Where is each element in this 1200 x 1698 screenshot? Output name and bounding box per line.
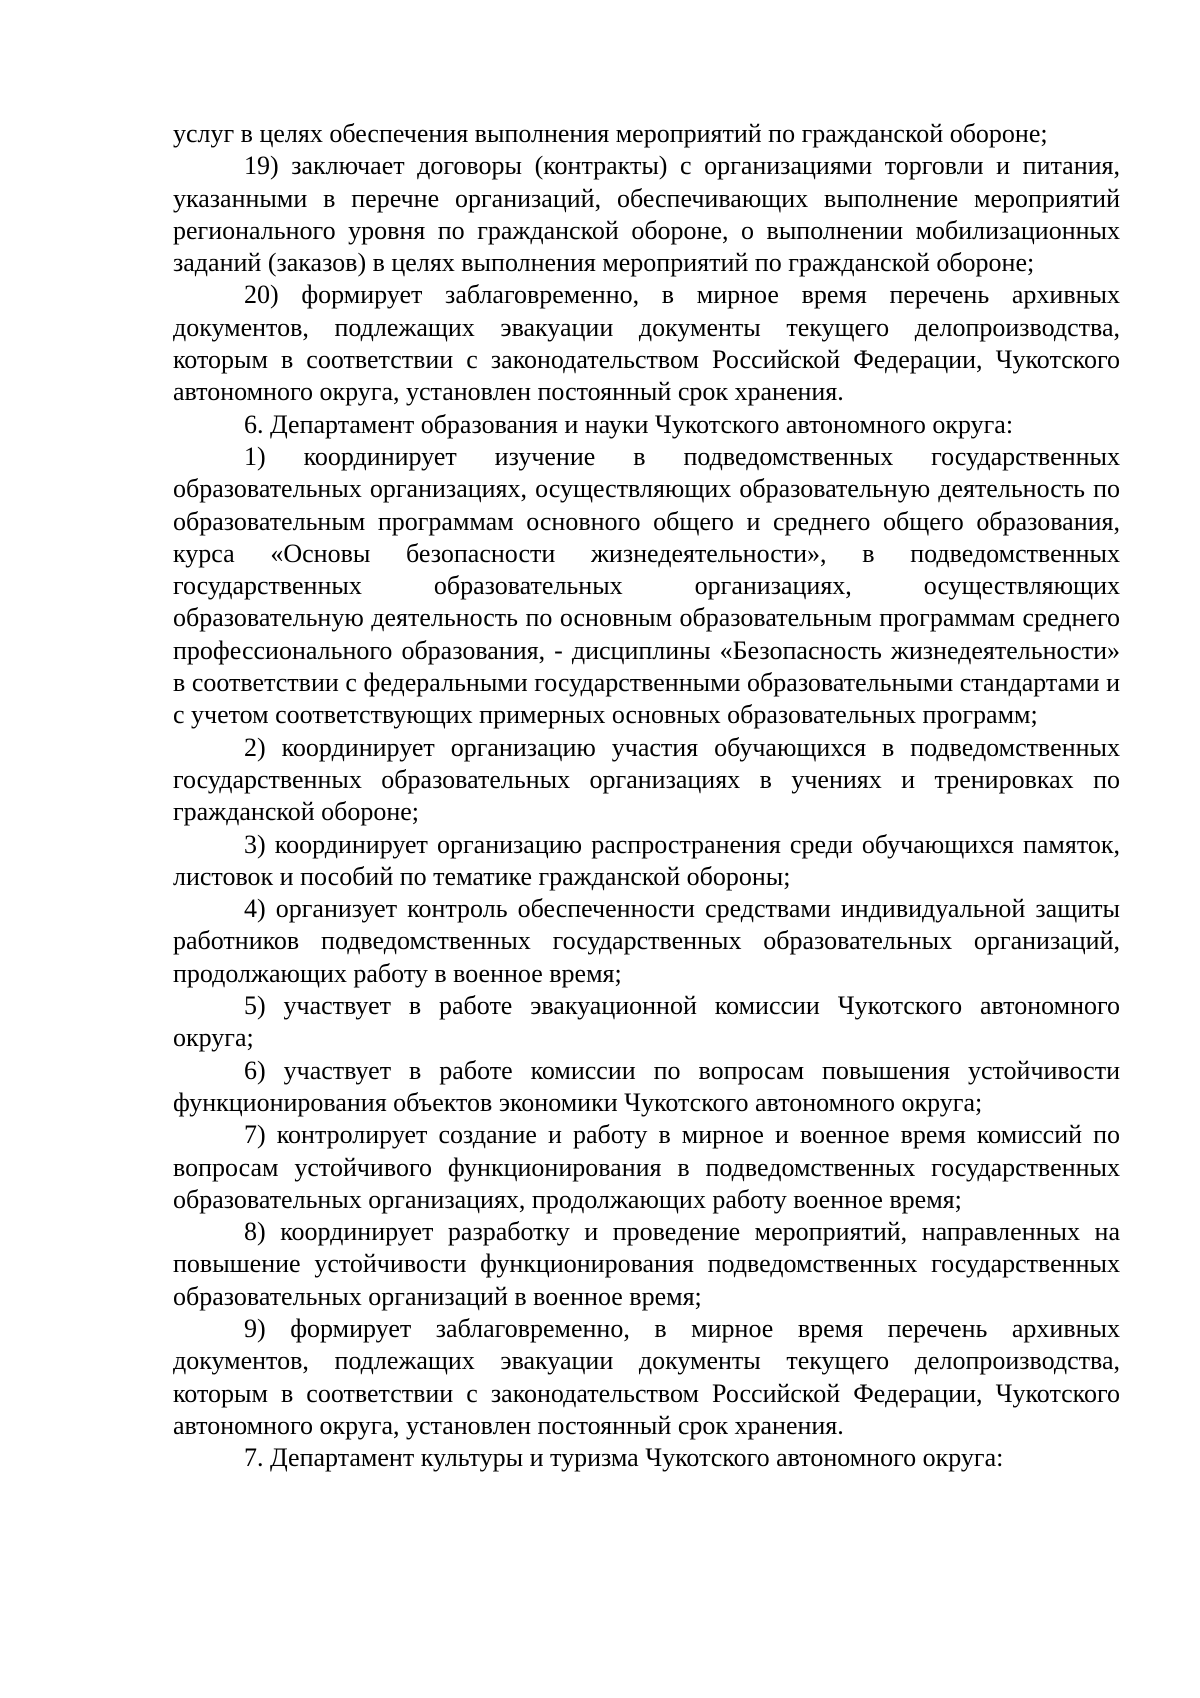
- paragraph-1: услуг в целях обеспечения выполнения мероприятий по гражданской обороне;: [173, 119, 1048, 148]
- paragraph-14: 7. Департамент культуры и туризма Чукотского автономного округа:: [244, 1443, 1004, 1473]
- document-page: [173, 118, 1120, 1474]
- paragraph-5: 1) координирует изучение в подведомственных государственных образовательных организациях, осуществляющих образовательную деятельность по образовательным программам основного общего и среднего общего образования, курса «Основы безопасности жизнедеятельности», в подведомственных государственных образовательных организациях, осуществляющих образовательную деятельность по основным образовательным программам среднего профессионального образования, - дисциплины «Безопасность жизнедеятельности» в соответствии с федеральными государственными образовательными стандартами и с учетом соответствующих примерных основных образовательных программ;: [173, 441, 1120, 730]
- paragraph-2: 19) заключает договоры (контракты) с организациями торговли и питания, указанными в перечне организаций, обеспечивающих выполнение мероприятий регионального уровня по гражданской обороне, о выполнении мобилизационных заданий (заказов) в целях выполнения мероприятий по гражданской обороне;: [173, 151, 1120, 278]
- paragraph-10: 6) участвует в работе комиссии по вопросам повышения устойчивости функционирования объектов экономики Чукотского автономного округа;: [173, 1055, 1120, 1117]
- paragraph-11: 7) контролирует создание и работу в мирное и военное время комиссий по вопросам устойчивого функционирования в подведомственных государственных образовательных организациях, продолжающих работу военное время;: [173, 1120, 1120, 1214]
- paragraph-4: 6. Департамент образования и науки Чукотского автономного округа:: [244, 409, 1014, 439]
- paragraph-9: 5) участвует в работе эвакуационной комиссии Чукотского автономного округа;: [173, 991, 1120, 1053]
- paragraph-6: 2) координирует организацию участия обучающихся в подведомственных государственных образовательных организациях в учениях и тренировках по гражданской обороне;: [173, 732, 1120, 827]
- paragraph-3: 20) формирует заблаговременно, в мирное время перечень архивных документов, подлежащих эвакуации документы текущего делопроизводства, которым в соответствии с законодательством Российской Федерации, Чукотского автономного округа, установлен постоянный срок хранения.: [173, 280, 1120, 407]
- paragraph-12: 8) координирует разработку и проведение мероприятий, направленных на повышение устойчивости функционирования подведомственных государственных образовательных организаций в военное время;: [173, 1217, 1120, 1311]
- paragraph-8: 4) организует контроль обеспеченности средствами индивидуальной защиты работников подведомственных государственных образовательных организаций, продолжающих работу в военное время;: [173, 894, 1120, 988]
- paragraph-13: 9) формирует заблаговременно, в мирное время перечень архивных документов, подлежащих эвакуации документы текущего делопроизводства, которым в соответствии с законодательством Российской Федерации, Чукотского автономного округа, установлен постоянный срок хранения.: [173, 1313, 1120, 1440]
- paragraph-7: 3) координирует организацию распространения среди обучающихся памяток, листовок и пособий по тематике гражданской обороны;: [173, 829, 1120, 891]
